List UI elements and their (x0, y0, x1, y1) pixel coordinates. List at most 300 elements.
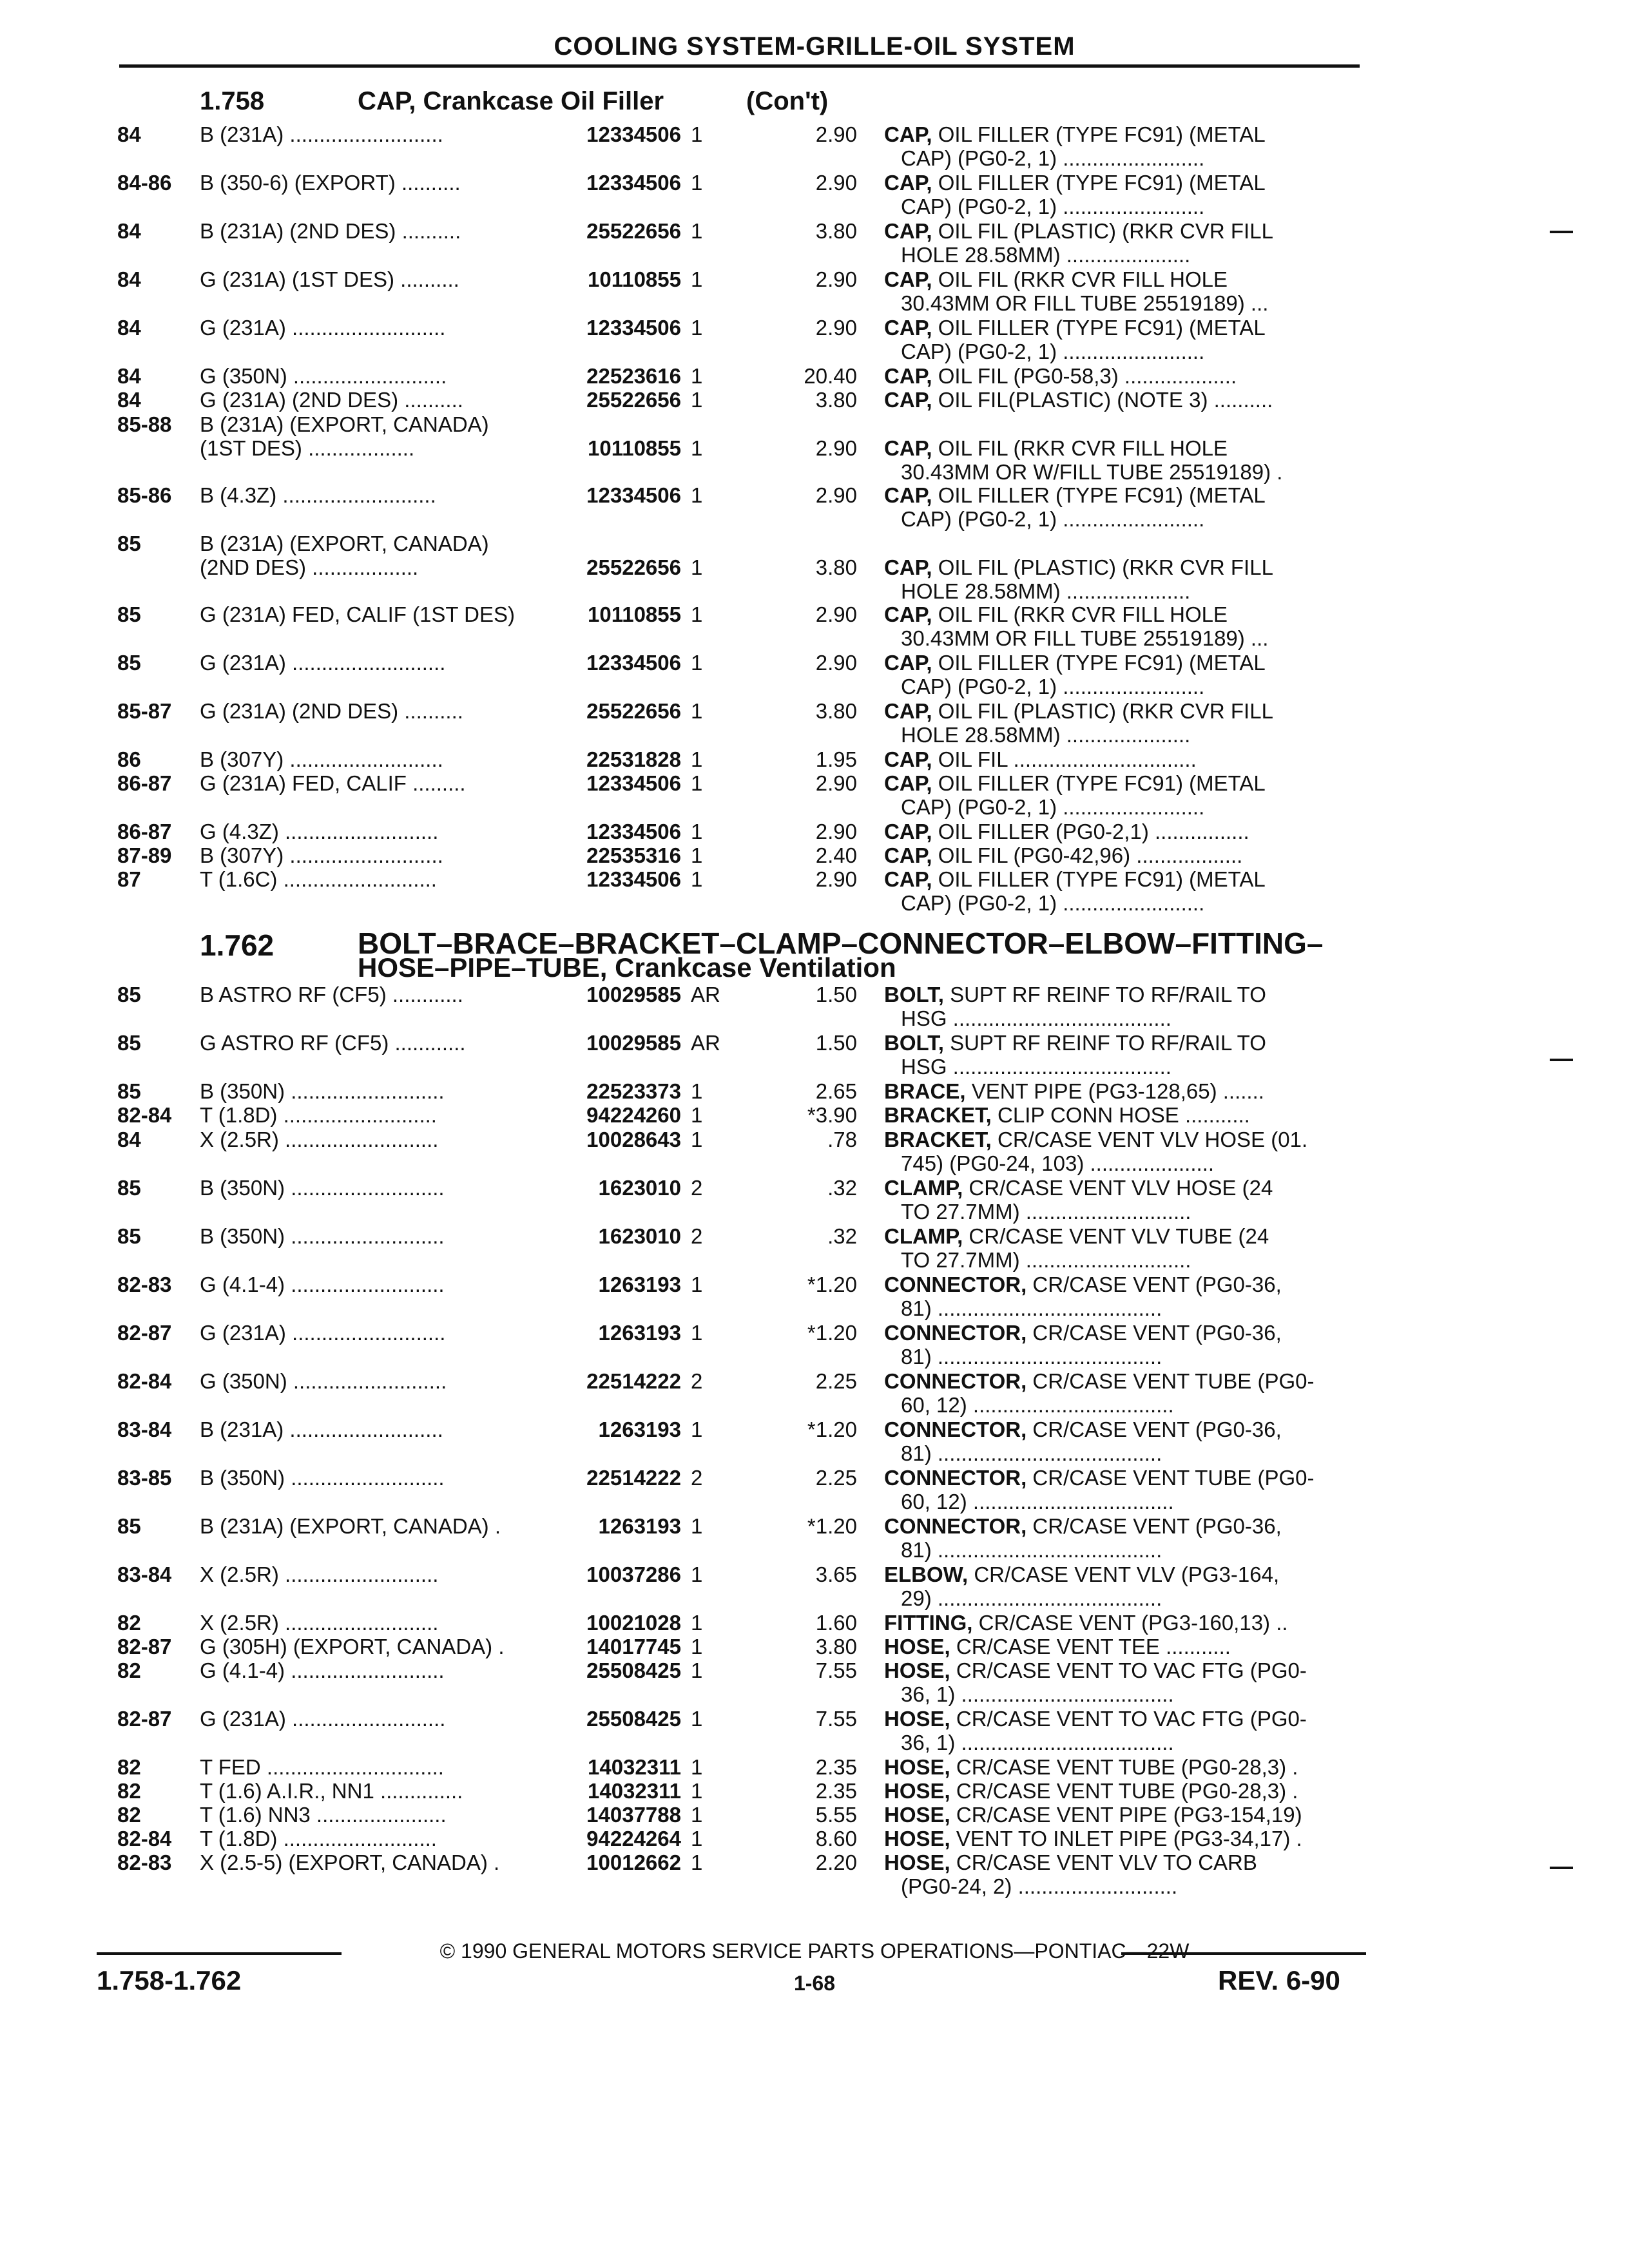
part-description: OIL FIL (PG0-58,3) ................... (938, 364, 1237, 388)
part-name: HOSE, (884, 1827, 950, 1850)
part-number-cell: 25522656 (586, 555, 681, 579)
part-name: CAP, (884, 771, 932, 795)
part-number-cell: 14037788 (586, 1803, 681, 1827)
price-cell: 2.90 (815, 602, 857, 626)
part-description: CR/CASE VENT TO VAC FTG (PG0- (956, 1658, 1307, 1682)
part-description: CR/CASE VENT VLV HOSE (24 (969, 1176, 1273, 1200)
part-description-line2: CAP) (PG0-2, 1) ........................ (901, 195, 1205, 218)
section-code: 1.758 (200, 87, 265, 115)
part-number-cell: 94224264 (586, 1827, 681, 1850)
part-name: HOSE, (884, 1803, 950, 1827)
quantity-cell: 1 (691, 1850, 703, 1874)
price-cell: 2.90 (815, 316, 857, 340)
model-cell: G (231A) .......................... (200, 1707, 446, 1731)
model-cell: G (350N) .......................... (200, 364, 447, 388)
price-cell: .32 (827, 1176, 857, 1200)
description-cell (884, 1779, 1354, 1803)
part-number-cell: 22523616 (586, 364, 681, 388)
description-cell (884, 1658, 1354, 1682)
description-cell (884, 1827, 1354, 1850)
quantity-cell: 2 (691, 1369, 703, 1393)
quantity-cell: 1 (691, 388, 703, 412)
part-description: OIL FIL (PG0-42,96) .................. (938, 843, 1243, 867)
part-number-cell: 12334506 (586, 771, 681, 795)
price-cell: 2.90 (815, 267, 857, 291)
section-title: CAP, Crankcase Oil Filler (358, 87, 664, 115)
price-cell: 1.50 (815, 983, 857, 1006)
price-cell: 2.90 (815, 651, 857, 675)
year-cell: 87-89 (117, 843, 172, 867)
part-description: CR/CASE VENT (PG0-36, (1032, 1514, 1282, 1538)
quantity-cell: 1 (691, 602, 703, 626)
part-name: CAP, (884, 867, 932, 891)
part-number-cell: 25522656 (586, 699, 681, 723)
section-title: BOLT–BRACE–BRACKET–CLAMP–CONNECTOR–ELBOW–FITTING– (358, 927, 1324, 960)
description-cell (884, 1031, 1354, 1055)
table-row (0, 267, 1629, 314)
model-cell: B (231A) (EXPORT, CANADA) (200, 532, 489, 555)
quantity-cell: 1 (691, 771, 703, 795)
description-cell (884, 219, 1354, 243)
year-cell: 84 (117, 364, 141, 388)
part-name: HOSE, (884, 1779, 950, 1803)
part-description: OIL FIL (PLASTIC) (RKR CVR FILL (938, 699, 1273, 723)
model-cell: B (231A) (EXPORT, CANADA) . (200, 1514, 501, 1538)
part-description: CR/CASE VENT TUBE (PG0- (1032, 1369, 1315, 1393)
model-cell: G (231A) (1ST DES) .......... (200, 267, 459, 291)
part-number-cell: 22531828 (586, 747, 681, 771)
part-name: HOSE, (884, 1850, 950, 1874)
price-cell: 7.55 (815, 1658, 857, 1682)
part-description: CR/CASE VENT VLV TO CARB (956, 1850, 1257, 1874)
table-row (0, 602, 1629, 649)
year-cell: 86-87 (117, 820, 172, 843)
quantity-cell: 1 (691, 555, 703, 579)
part-name: CONNECTOR, (884, 1369, 1027, 1393)
table-row (0, 219, 1629, 265)
part-description-line2: CAP) (PG0-2, 1) ........................ (901, 675, 1205, 698)
description-cell (884, 1850, 1354, 1874)
part-description: CR/CASE VENT TUBE (PG0-28,3) . (956, 1779, 1298, 1803)
price-cell: 2.25 (815, 1466, 857, 1490)
part-description: OIL FILLER (TYPE FC91) (METAL (938, 771, 1266, 795)
description-cell (884, 1635, 1354, 1658)
model-cell: G (231A) FED, CALIF (1ST DES) (200, 602, 516, 626)
part-description-line2: HSG ..................................... (901, 1006, 1171, 1030)
part-number-cell: 22535316 (586, 843, 681, 867)
year-cell: 84 (117, 1128, 141, 1151)
part-name: CAP, (884, 699, 932, 723)
part-number-cell: 1263193 (598, 1321, 681, 1345)
quantity-cell: 2 (691, 1176, 703, 1200)
part-name: CAP, (884, 316, 932, 340)
part-number-cell: 22514222 (586, 1369, 681, 1393)
price-cell: 20.40 (804, 364, 857, 388)
page-title: COOLING SYSTEM-GRILLE-OIL SYSTEM (554, 32, 1075, 61)
quantity-cell: 1 (691, 699, 703, 723)
part-description: OIL FIL (RKR CVR FILL HOLE (938, 267, 1228, 291)
year-cell: 84 (117, 388, 141, 412)
table-row (0, 1176, 1629, 1222)
part-name: CONNECTOR, (884, 1321, 1027, 1345)
part-description: OIL FIL ............................... (938, 747, 1197, 771)
part-number-cell: 25508425 (586, 1658, 681, 1682)
quantity-cell: 2 (691, 1466, 703, 1490)
part-description-line2: HSG ..................................... (901, 1055, 1171, 1079)
part-description-line2: 36, 1) .................................... (901, 1731, 1174, 1754)
year-cell: 85 (117, 1224, 141, 1248)
part-name: CAP, (884, 122, 932, 146)
quantity-cell: 1 (691, 1079, 703, 1103)
year-cell: 85-87 (117, 699, 172, 723)
year-cell: 83-84 (117, 1418, 172, 1441)
description-cell (884, 1321, 1354, 1345)
model-cell: X (2.5R) .......................... (200, 1562, 439, 1586)
margin-mark (1550, 1059, 1573, 1061)
table-row (0, 1658, 1629, 1705)
model-cell: B (231A) .......................... (200, 122, 443, 146)
price-cell: 1.95 (815, 747, 857, 771)
part-description: CLIP CONN HOSE ........... (998, 1103, 1250, 1127)
description-cell (884, 1755, 1354, 1779)
quantity-cell: 1 (691, 122, 703, 146)
model-cell: T (1.8D) .......................... (200, 1827, 437, 1850)
year-cell: 85-88 (117, 412, 172, 436)
part-name: BRACKET, (884, 1128, 992, 1151)
model-cell: T (1.8D) .......................... (200, 1103, 437, 1127)
quantity-cell: 1 (691, 483, 703, 507)
part-number-cell: 12334506 (586, 316, 681, 340)
model-cell: G (231A) .......................... (200, 1321, 446, 1345)
part-number-cell: 1263193 (598, 1273, 681, 1296)
part-number-cell: 1263193 (598, 1418, 681, 1441)
quantity-cell: 1 (691, 1779, 703, 1803)
price-cell: *1.20 (807, 1273, 857, 1296)
model-cell: B (350-6) (EXPORT) .......... (200, 171, 461, 195)
model-cell: G (305H) (EXPORT, CANADA) . (200, 1635, 505, 1658)
part-number-cell: 22514222 (586, 1466, 681, 1490)
part-name: CAP, (884, 747, 932, 771)
part-number-cell: 12334506 (586, 820, 681, 843)
quantity-cell: 1 (691, 1707, 703, 1731)
model-cell: G (4.1-4) .......................... (200, 1273, 445, 1296)
footer-section-range: 1.758-1.762 (97, 1965, 242, 1995)
part-number-cell: 10021028 (586, 1611, 681, 1635)
description-cell (884, 1707, 1354, 1731)
part-description: OIL FILLER (PG0-2,1) ................ (938, 820, 1249, 843)
quantity-cell: 1 (691, 747, 703, 771)
price-cell: 2.90 (815, 122, 857, 146)
model-cell: T FED .............................. (200, 1755, 444, 1779)
description-cell (884, 1369, 1354, 1393)
table-row (0, 171, 1629, 217)
model-cell: T (1.6) A.I.R., NN1 .............. (200, 1779, 463, 1803)
part-description-line2: TO 27.7MM) ............................ (901, 1248, 1191, 1272)
model-cell: B (231A) (2ND DES) .......... (200, 219, 461, 243)
year-cell: 82 (117, 1658, 141, 1682)
description-cell (884, 1176, 1354, 1200)
table-row (0, 1224, 1629, 1271)
part-name: FITTING, (884, 1611, 973, 1635)
year-cell: 85 (117, 1176, 141, 1200)
part-name: CAP, (884, 843, 932, 867)
table-row (0, 1514, 1629, 1561)
part-number-cell: 25522656 (586, 388, 681, 412)
quantity-cell: 1 (691, 267, 703, 291)
part-description-line2: CAP) (PG0-2, 1) ........................ (901, 340, 1205, 363)
year-cell: 85 (117, 983, 141, 1006)
table-row (0, 1369, 1629, 1416)
part-number-cell: 14032311 (587, 1779, 681, 1803)
model-cell: B (307Y) .......................... (200, 843, 443, 867)
part-name: HOSE, (884, 1755, 950, 1779)
quantity-cell: 1 (691, 867, 703, 891)
quantity-cell: 1 (691, 1803, 703, 1827)
part-number-cell: 10029585 (586, 983, 681, 1006)
year-cell: 84 (117, 219, 141, 243)
part-description-line2: 30.43MM OR W/FILL TUBE 25519189) . (901, 460, 1283, 484)
description-cell (884, 555, 1354, 579)
part-description: VENT TO INLET PIPE (PG3-34,17) . (956, 1827, 1302, 1850)
price-cell: 2.25 (815, 1369, 857, 1393)
description-cell (884, 747, 1354, 771)
description-cell (884, 1273, 1354, 1296)
part-number-cell: 12334506 (586, 122, 681, 146)
part-description: OIL FIL (RKR CVR FILL HOLE (938, 436, 1228, 460)
part-number-cell: 10029585 (586, 1031, 681, 1055)
footer-revision: REV. 6-90 (1218, 1965, 1340, 1995)
quantity-cell: 1 (691, 436, 703, 460)
description-cell (884, 1079, 1354, 1103)
table-row (0, 699, 1629, 745)
part-description: CR/CASE VENT (PG0-36, (1032, 1273, 1282, 1296)
quantity-cell: 1 (691, 820, 703, 843)
part-description: CR/CASE VENT (PG3-160,13) .. (978, 1611, 1288, 1635)
description-cell (884, 364, 1354, 388)
price-cell: 2.40 (815, 843, 857, 867)
table-row (0, 983, 1629, 1029)
table-row (0, 1031, 1629, 1077)
description-cell (884, 1611, 1354, 1635)
description-cell (884, 602, 1354, 626)
quantity-cell: 2 (691, 1224, 703, 1248)
description-cell (884, 867, 1354, 891)
table-row (0, 1273, 1629, 1319)
part-number-cell: 10028643 (586, 1128, 681, 1151)
price-cell: 5.55 (815, 1803, 857, 1827)
model-cell-line2: (1ST DES) .................. (200, 436, 415, 460)
quantity-cell: 1 (691, 364, 703, 388)
price-cell: 7.55 (815, 1707, 857, 1731)
part-name: CAP, (884, 267, 932, 291)
quantity-cell: 1 (691, 1827, 703, 1850)
part-description: SUPT RF REINF TO RF/RAIL TO (950, 983, 1266, 1006)
table-row (0, 483, 1629, 530)
part-description-line2: 60, 12) .................................. (901, 1490, 1174, 1514)
part-description-line2: 29) ...................................... (901, 1586, 1162, 1610)
quantity-cell: AR (691, 983, 720, 1006)
part-description: CR/CASE VENT VLV HOSE (01. (998, 1128, 1308, 1151)
model-cell: G ASTRO RF (CF5) ............ (200, 1031, 466, 1055)
description-cell (884, 1103, 1354, 1127)
quantity-cell: 1 (691, 1562, 703, 1586)
year-cell: 84 (117, 122, 141, 146)
model-cell: B (231A) (EXPORT, CANADA) (200, 412, 489, 436)
part-number-cell: 10110855 (587, 436, 681, 460)
part-name: CONNECTOR, (884, 1466, 1027, 1490)
year-cell: 84-86 (117, 171, 172, 195)
year-cell: 86 (117, 747, 141, 771)
part-description: CR/CASE VENT TEE ........... (956, 1635, 1231, 1658)
part-description: CR/CASE VENT PIPE (PG3-154,19) (956, 1803, 1302, 1827)
table-row (0, 1321, 1629, 1367)
price-cell: 2.20 (815, 1850, 857, 1874)
table-row (0, 412, 1629, 484)
year-cell: 87 (117, 867, 141, 891)
part-name: CAP, (884, 364, 932, 388)
part-number-cell: 10110855 (587, 602, 681, 626)
price-cell: 3.65 (815, 1562, 857, 1586)
table-row (0, 1466, 1629, 1512)
year-cell: 82-84 (117, 1369, 172, 1393)
year-cell: 82 (117, 1755, 141, 1779)
quantity-cell: 1 (691, 843, 703, 867)
part-number-cell: 1263193 (598, 1514, 681, 1538)
part-description: OIL FIL(PLASTIC) (NOTE 3) .......... (938, 388, 1273, 412)
table-row (0, 122, 1629, 169)
description-cell (884, 983, 1354, 1006)
part-number-cell: 25508425 (586, 1707, 681, 1731)
part-number-cell: 10037286 (586, 1562, 681, 1586)
part-name: CONNECTOR, (884, 1273, 1027, 1296)
quantity-cell: AR (691, 1031, 720, 1055)
part-description-line2: 81) ...................................... (901, 1538, 1162, 1562)
table-row (0, 1418, 1629, 1464)
model-cell: B (350N) .......................... (200, 1176, 445, 1200)
price-cell: 3.80 (815, 555, 857, 579)
part-description-line2: HOLE 28.58MM) ..................... (901, 723, 1191, 747)
quantity-cell: 1 (691, 1658, 703, 1682)
year-cell: 82 (117, 1779, 141, 1803)
year-cell: 82 (117, 1803, 141, 1827)
quantity-cell: 1 (691, 171, 703, 195)
description-cell (884, 1562, 1354, 1586)
part-description: OIL FILLER (TYPE FC91) (METAL (938, 122, 1266, 146)
part-name: BRACKET, (884, 1103, 992, 1127)
model-cell: X (2.5-5) (EXPORT, CANADA) . (200, 1850, 500, 1874)
part-description-line2: 81) ...................................... (901, 1441, 1162, 1465)
part-name: BOLT, (884, 983, 944, 1006)
price-cell: 8.60 (815, 1827, 857, 1850)
quantity-cell: 1 (691, 316, 703, 340)
part-name: HOSE, (884, 1707, 950, 1731)
quantity-cell: 1 (691, 1635, 703, 1658)
part-name: CLAMP, (884, 1176, 963, 1200)
year-cell: 85 (117, 1031, 141, 1055)
price-cell: 3.80 (815, 219, 857, 243)
part-number-cell: 22523373 (586, 1079, 681, 1103)
price-cell: 2.90 (815, 867, 857, 891)
price-cell: *1.20 (807, 1321, 857, 1345)
model-cell: G (350N) .......................... (200, 1369, 447, 1393)
description-cell (884, 483, 1354, 507)
part-description: OIL FILLER (TYPE FC91) (METAL (938, 316, 1266, 340)
description-cell (884, 1803, 1354, 1827)
quantity-cell: 1 (691, 1128, 703, 1151)
year-cell: 83-85 (117, 1466, 172, 1490)
part-description: OIL FIL (PLASTIC) (RKR CVR FILL (938, 219, 1273, 243)
part-name: CAP, (884, 388, 932, 412)
part-description-line2: CAP) (PG0-2, 1) ........................ (901, 507, 1205, 531)
part-name: HOSE, (884, 1658, 950, 1682)
part-description: CR/CASE VENT (PG0-36, (1032, 1418, 1282, 1441)
section-continued: (Con't) (746, 87, 829, 115)
description-cell (884, 1128, 1354, 1151)
model-cell: G (231A) (2ND DES) .......... (200, 699, 463, 723)
part-description: CR/CASE VENT TO VAC FTG (PG0- (956, 1707, 1307, 1731)
year-cell: 82-87 (117, 1635, 172, 1658)
table-row (0, 532, 1629, 603)
footer-page-number: 1-68 (793, 1972, 836, 1995)
part-number-cell: 10110855 (587, 267, 681, 291)
part-description-line2: HOLE 28.58MM) ..................... (901, 579, 1191, 603)
part-description: OIL FIL (PLASTIC) (RKR CVR FILL (938, 555, 1273, 579)
year-cell: 82-83 (117, 1273, 172, 1296)
year-cell: 84 (117, 267, 141, 291)
part-number-cell: 12334506 (586, 171, 681, 195)
table-row (0, 1128, 1629, 1174)
model-cell: G (231A) FED, CALIF ......... (200, 771, 466, 795)
description-cell (884, 843, 1354, 867)
part-description-line2: CAP) (PG0-2, 1) ........................ (901, 146, 1205, 170)
description-cell (884, 122, 1354, 146)
part-name: CAP, (884, 820, 932, 843)
year-cell: 82-84 (117, 1103, 172, 1127)
model-cell: T (1.6) NN3 ...................... (200, 1803, 447, 1827)
price-cell: 2.90 (815, 171, 857, 195)
part-description: OIL FIL (RKR CVR FILL HOLE (938, 602, 1228, 626)
quantity-cell: 1 (691, 219, 703, 243)
part-name: CAP, (884, 171, 932, 195)
description-cell (884, 1514, 1354, 1538)
price-cell: 2.90 (815, 436, 857, 460)
year-cell: 85-86 (117, 483, 172, 507)
year-cell: 82-84 (117, 1827, 172, 1850)
part-number-cell: 12334506 (586, 867, 681, 891)
price-cell: 3.80 (815, 1635, 857, 1658)
part-number-cell: 12334506 (586, 483, 681, 507)
model-cell: G (231A) (2ND DES) .......... (200, 388, 463, 412)
part-description: CR/CASE VENT (PG0-36, (1032, 1321, 1282, 1345)
price-cell: *1.20 (807, 1514, 857, 1538)
quantity-cell: 1 (691, 1611, 703, 1635)
description-cell (884, 436, 1354, 460)
year-cell: 82-83 (117, 1850, 172, 1874)
description-cell (884, 651, 1354, 675)
description-cell (884, 171, 1354, 195)
description-cell (884, 267, 1354, 291)
part-name: CONNECTOR, (884, 1514, 1027, 1538)
model-cell: G (231A) .......................... (200, 651, 446, 675)
price-cell: 3.80 (815, 699, 857, 723)
part-name: BRACE, (884, 1079, 966, 1103)
price-cell: 2.90 (815, 483, 857, 507)
part-number-cell: 1623010 (598, 1176, 681, 1200)
quantity-cell: 1 (691, 1273, 703, 1296)
model-cell: B (307Y) .......................... (200, 747, 443, 771)
price-cell: .78 (827, 1128, 857, 1151)
price-cell: 1.60 (815, 1611, 857, 1635)
